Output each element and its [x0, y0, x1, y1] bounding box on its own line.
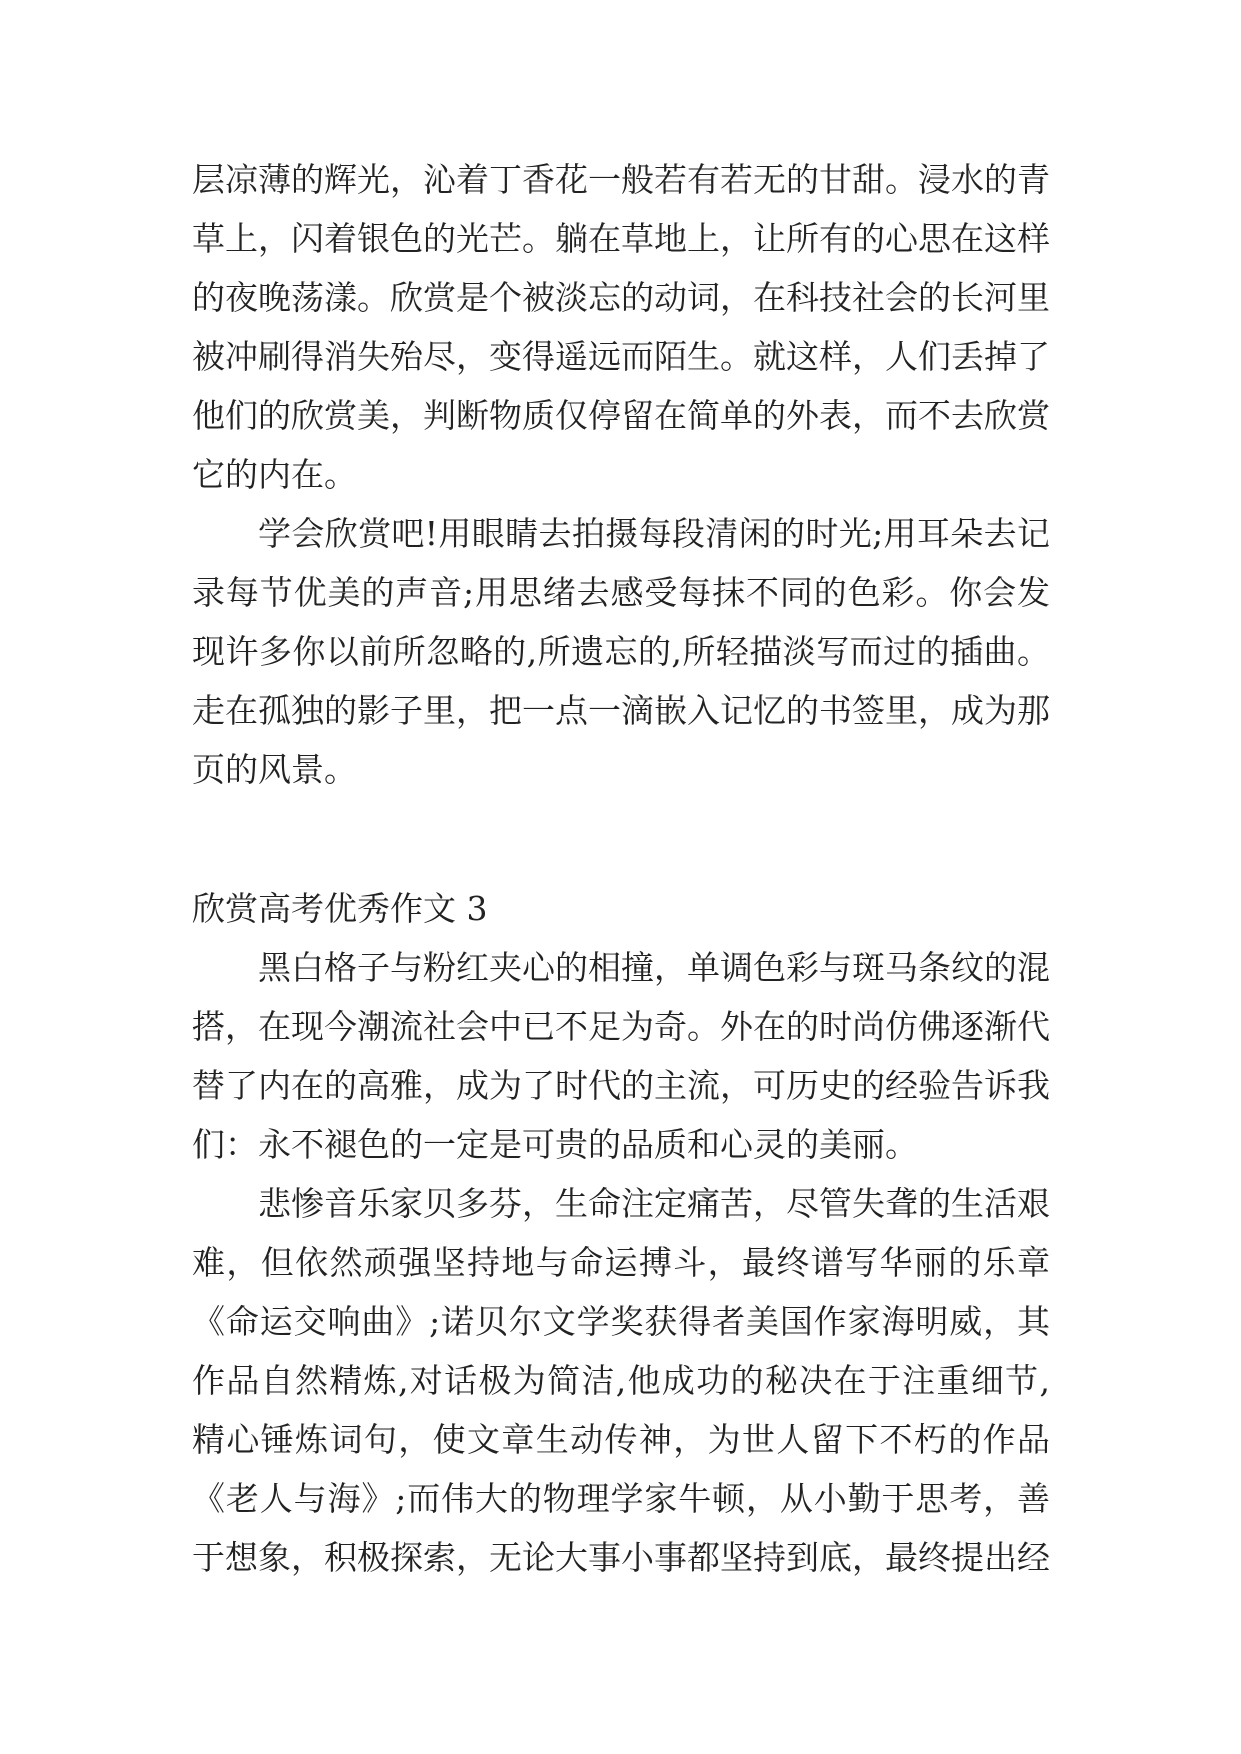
text-line: 搭，在现今潮流社会中已不足为奇。外在的时尚仿佛逐渐代 — [192, 1007, 1050, 1046]
text-line: 难，但依然顽强坚持地与命运搏斗，最终谱写华丽的乐章 — [192, 1243, 1050, 1282]
text-line: 们：永不褪色的一定是可贵的品质和心灵的美丽。 — [192, 1125, 918, 1164]
text-line: 替了内在的高雅，成为了时代的主流，可历史的经验告诉我 — [192, 1066, 1050, 1105]
text-line: 学会欣赏吧!用眼睛去拍摄每段清闲的时光;用耳朵去记 — [258, 514, 1050, 553]
text-line: 作品自然精炼,对话极为简洁,他成功的秘决在于注重细节, — [192, 1361, 1050, 1400]
text-line: 黑白格子与粉红夹心的相撞，单调色彩与斑马条纹的混 — [258, 948, 1050, 987]
text-line: 层凉薄的辉光，沁着丁香花一般若有若无的甘甜。浸水的青 — [192, 160, 1050, 199]
text-line: 精心锤炼词句，使文章生动传神，为世人留下不朽的作品 — [192, 1420, 1050, 1459]
document-body — [192, 150, 1050, 1587]
text-line: 《命运交响曲》;诺贝尔文学奖获得者美国作家海明威，其 — [192, 1302, 1050, 1341]
text-line: 录每节优美的声音;用思绪去感受每抹不同的色彩。你会发 — [192, 573, 1050, 612]
text-line: 于想象，积极探索，无论大事小事都坚持到底，最终提出经 — [192, 1538, 1050, 1577]
text-line: 草上，闪着银色的光芒。躺在草地上，让所有的心思在这样 — [192, 219, 1050, 258]
paragraph-1 — [192, 150, 1050, 504]
text-line: 悲惨音乐家贝多芬，生命注定痛苦，尽管失聋的生活艰 — [258, 1184, 1050, 1223]
section-title: 欣赏高考优秀作文 3 — [192, 889, 488, 928]
paragraph-2 — [192, 504, 1050, 799]
text-line: 现许多你以前所忽略的,所遗忘的,所轻描淡写而过的插曲。 — [192, 632, 1050, 671]
text-line: 走在孤独的影子里，把一点一滴嵌入记忆的书签里，成为那 — [192, 691, 1050, 730]
paragraph-3 — [192, 938, 1050, 1174]
text-line: 被冲刷得消失殆尽，变得遥远而陌生。就这样，人们丢掉了 — [192, 337, 1050, 376]
section-spacer — [192, 799, 1050, 879]
text-line: 他们的欣赏美，判断物质仅停留在简单的外表，而不去欣赏 — [192, 396, 1050, 435]
text-line: 《老人与海》;而伟大的物理学家牛顿，从小勤于思考，善 — [192, 1479, 1050, 1518]
text-line: 的夜晚荡漾。欣赏是个被淡忘的动词，在科技社会的长河里 — [192, 278, 1050, 317]
text-line: 页的风景。 — [192, 750, 357, 789]
paragraph-4 — [192, 1174, 1050, 1587]
text-line: 它的内在。 — [192, 455, 357, 494]
